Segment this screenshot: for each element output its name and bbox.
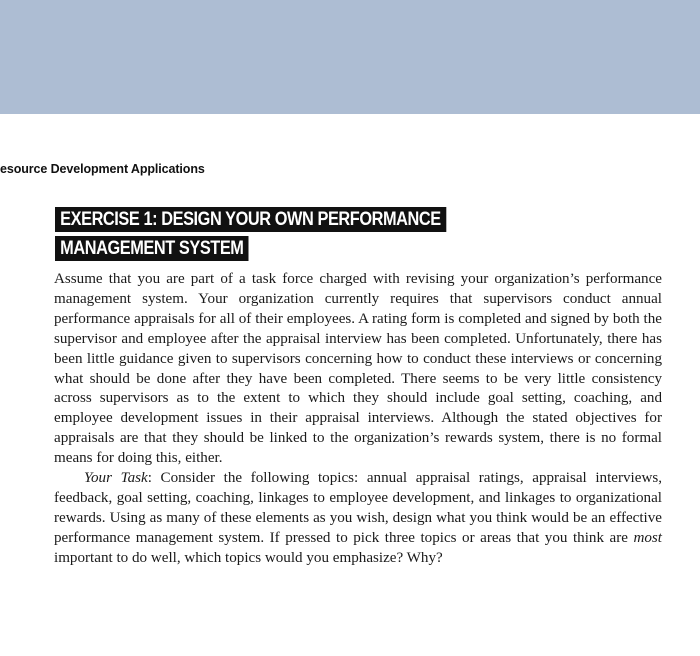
exercise-body — [54, 270, 662, 569]
scenario-paragraph: Assume that you are part of a task force charged with revising your organization’s performance management system. Your organization currently requires that supervisors conduct annual performance appraisals for all of their employees. A rating form is completed and signed by both the supervisor and employee after the appraisal interview has been completed. Unfortunately, there has been little guidance given to supervisors concerning how to conduct these interviews or concerning what should be done after they have been completed. There seems to be very little consistency across supervisors as to the extent to which they should include goal setting, coaching, and employee development issues in their appraisal interviews. Although the stated objectives for appraisals are that they should be linked to the organization’s rewards system, there is no formal means for doing this, either. — [54, 271, 662, 467]
exercise-title-line-1: EXERCISE 1: DESIGN YOUR OWN PERFORMANCE — [55, 207, 446, 232]
exercise-title-line-2: MANAGEMENT SYSTEM — [55, 236, 249, 261]
running-header: esource Development Applications — [0, 162, 205, 176]
task-text-b: important to do well, which topics would you emphasize? Why? — [54, 549, 443, 566]
task-paragraph — [54, 469, 662, 569]
task-text-a: : Consider the following topics: annual appraisal ratings, appraisal interviews, feedback, goal setting, coaching, linkages to employee development, and linkages to organizational rewards. Using as many of these elements as you wish, design what you think would be an effective performance management system. If pressed to pick three topics or areas that you think are — [54, 470, 662, 546]
task-emphasis: most — [633, 529, 662, 546]
task-label: Your Task — [84, 470, 148, 487]
top-color-band — [0, 0, 700, 114]
